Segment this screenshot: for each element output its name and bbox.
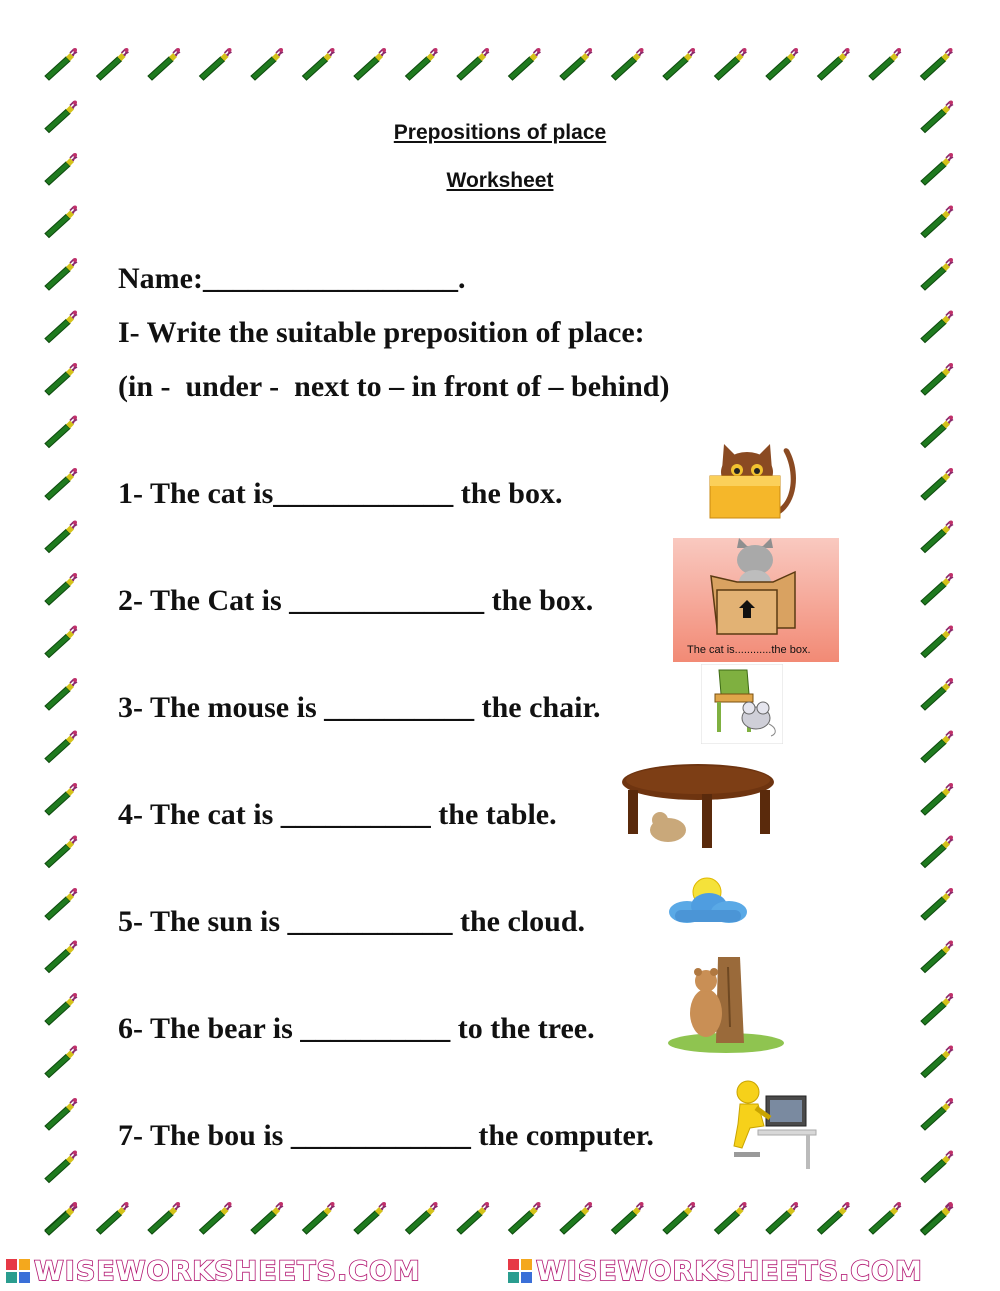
border-bottle-icon xyxy=(45,941,77,973)
border-bottle-icon xyxy=(921,888,953,920)
brand-watermark-2: WISEWORKSHEETS.COM xyxy=(536,1256,923,1287)
border-bottle-icon xyxy=(45,836,77,868)
border-bottle-icon xyxy=(45,206,77,238)
border-bottle-icon xyxy=(200,1202,232,1234)
border-bottle-icon xyxy=(921,836,953,868)
border-bottle-icon xyxy=(921,783,953,815)
border-bottle-icon xyxy=(818,1202,850,1234)
border-bottle-icon xyxy=(766,1202,798,1234)
brand-watermark: WISEWORKSHEETS.COM xyxy=(34,1256,421,1287)
word-bank: (in - under - next to – in front of – behind) xyxy=(118,370,670,403)
border-bottle-icon xyxy=(921,1151,953,1183)
border-bottle-icon xyxy=(560,48,592,80)
border-bottle-icon xyxy=(45,311,77,343)
mouse-under-chair-icon xyxy=(701,664,783,744)
border-bottle-icon xyxy=(921,258,953,290)
border-bottle-icon xyxy=(921,311,953,343)
border-bottle-icon xyxy=(45,1098,77,1130)
border-bottle-icon xyxy=(45,1046,77,1078)
border-bottle-icon xyxy=(45,993,77,1025)
border-bottle-icon xyxy=(921,626,953,658)
brand-logo-icon-2 xyxy=(508,1259,532,1283)
border-bottle-icon xyxy=(509,48,541,80)
brand-logo-icon xyxy=(6,1259,30,1283)
task-instruction: I- Write the suitable preposition of place: xyxy=(118,316,645,349)
border-bottle-icon xyxy=(921,1046,953,1078)
border-bottle-icon xyxy=(45,783,77,815)
border-bottle-icon xyxy=(921,206,953,238)
page-subtitle: Worksheet xyxy=(446,169,554,192)
border-bottle-icon xyxy=(921,573,953,605)
border-bottle-icon xyxy=(97,48,129,80)
border-bottle-icon xyxy=(921,678,953,710)
border-bottle-icon xyxy=(612,1202,644,1234)
border-bottle-icon xyxy=(406,1202,438,1234)
border-bottle-icon xyxy=(45,1203,77,1235)
border-bottle-icon xyxy=(921,468,953,500)
border-bottle-icon xyxy=(921,731,953,763)
question-5[interactable]: 5- The sun is ___________ the cloud. xyxy=(118,905,586,938)
border-bottle-icon xyxy=(921,941,953,973)
boy-in-front-of-computer-icon xyxy=(730,1078,820,1172)
border-bottle-icon xyxy=(612,48,644,80)
border-bottle-icon xyxy=(148,1202,180,1234)
border-bottle-icon xyxy=(45,521,77,553)
border-bottle-icon xyxy=(45,363,77,395)
page-title: Prepositions of place xyxy=(393,121,607,144)
border-bottle-icon xyxy=(45,468,77,500)
border-bottle-icon xyxy=(457,48,489,80)
border-bottle-icon xyxy=(921,363,953,395)
border-bottle-icon xyxy=(45,416,77,448)
border-bottle-icon xyxy=(766,48,798,80)
picture-2-frame xyxy=(673,538,839,662)
border-bottle-icon xyxy=(406,48,438,80)
border-bottle-icon xyxy=(921,521,953,553)
question-1[interactable]: 1- The cat is____________ the box. xyxy=(118,477,563,510)
picture-2-caption: The cat is............the box. xyxy=(687,644,811,656)
question-3[interactable]: 3- The mouse is __________ the chair. xyxy=(118,691,601,724)
border-bottle-icon xyxy=(303,48,335,80)
border-bottle-icon xyxy=(663,48,695,80)
border-bottle-icon xyxy=(457,1202,489,1234)
cat-behind-box-icon xyxy=(706,440,798,522)
border-bottle-icon xyxy=(45,888,77,920)
border-bottle-icon xyxy=(45,48,77,80)
border-bottle-icon xyxy=(97,1202,129,1234)
border-bottle-icon xyxy=(818,48,850,80)
border-bottle-icon xyxy=(921,993,953,1025)
border-bottle-icon xyxy=(303,1202,335,1234)
border-bottle-icon xyxy=(200,48,232,80)
border-bottle-icon xyxy=(921,48,953,80)
border-bottle-icon xyxy=(45,258,77,290)
border-bottle-icon xyxy=(509,1202,541,1234)
border-bottle-icon xyxy=(354,1202,386,1234)
border-bottle-icon xyxy=(148,48,180,80)
border-bottle-icon xyxy=(921,416,953,448)
border-bottle-icon xyxy=(45,678,77,710)
border-bottle-icon xyxy=(663,1202,695,1234)
border-bottle-icon xyxy=(45,626,77,658)
cat-in-box-icon xyxy=(707,538,799,638)
border-bottle-icon xyxy=(251,48,283,80)
cat-under-table-icon xyxy=(620,760,776,850)
border-bottle-icon xyxy=(715,48,747,80)
border-bottle-icon xyxy=(251,1202,283,1234)
border-bottle-icon xyxy=(869,1202,901,1234)
question-7[interactable]: 7- The bou is ____________ the computer. xyxy=(118,1119,654,1152)
border-bottle-icon xyxy=(45,1151,77,1183)
border-bottle-icon xyxy=(45,573,77,605)
name-field[interactable]: Name:_________________. xyxy=(118,262,466,295)
question-2[interactable]: 2- The Cat is _____________ the box. xyxy=(118,584,594,617)
question-4[interactable]: 4- The cat is __________ the table. xyxy=(118,798,557,831)
border-bottle-icon xyxy=(560,1202,592,1234)
border-bottle-icon xyxy=(921,1098,953,1130)
border-bottle-icon xyxy=(354,48,386,80)
bear-next-to-tree-icon xyxy=(666,957,786,1053)
sun-behind-cloud-icon xyxy=(665,874,749,930)
question-6[interactable]: 6- The bear is __________ to the tree. xyxy=(118,1012,595,1045)
border-bottle-icon xyxy=(715,1202,747,1234)
border-bottle-icon xyxy=(45,731,77,763)
border-bottle-icon xyxy=(869,48,901,80)
